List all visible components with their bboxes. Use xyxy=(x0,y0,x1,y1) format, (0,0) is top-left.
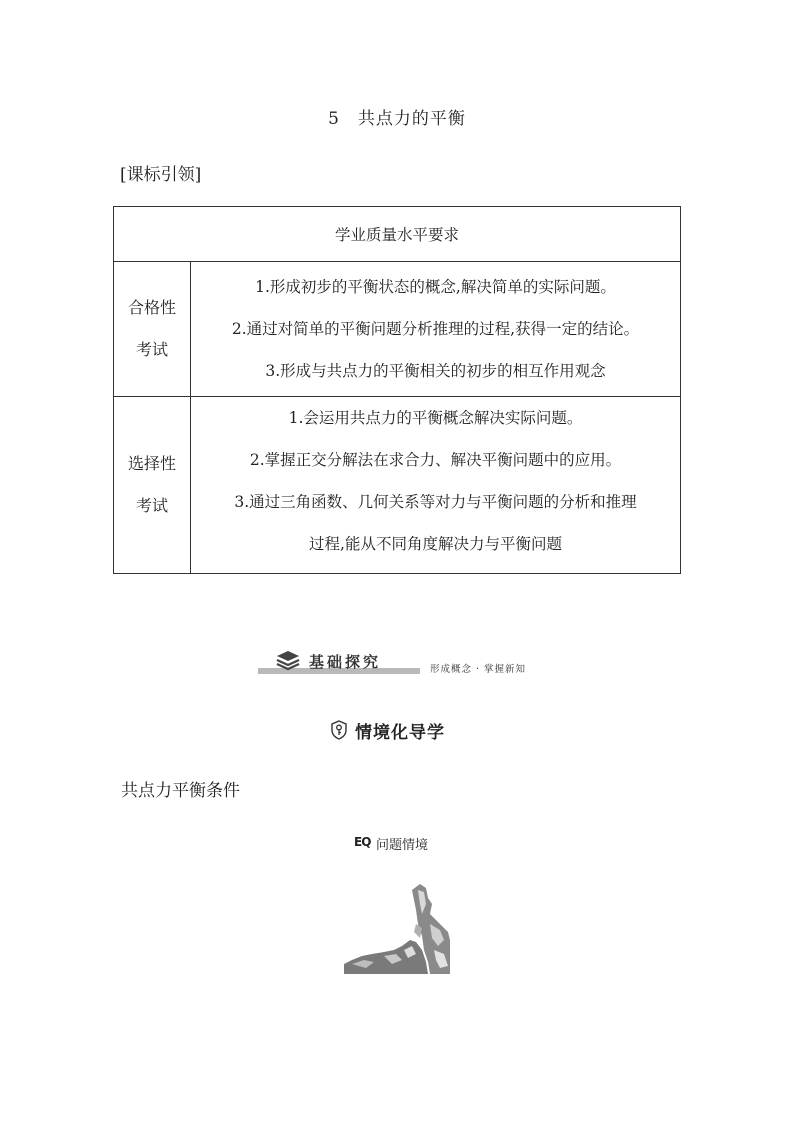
requirements-cell xyxy=(191,397,681,574)
level-label: 合格性 xyxy=(127,298,176,317)
topic-heading: 共点力平衡条件 xyxy=(121,781,240,801)
requirements-cell xyxy=(191,262,681,397)
requirement-item: 1.会运用共点力的平衡概念解决实际问题。 xyxy=(288,409,583,427)
table-header-row xyxy=(114,207,681,262)
level-label: 考试 xyxy=(135,496,168,515)
requirement-item: 过程,能从不同角度解决力与平衡问题 xyxy=(309,535,562,553)
standards-table xyxy=(113,206,681,574)
eq-icon: EQ xyxy=(354,835,371,849)
layers-icon xyxy=(276,650,300,672)
section-banner xyxy=(258,650,548,678)
lesson-number: 5 xyxy=(328,109,340,129)
level-label: 选择性 xyxy=(127,454,176,473)
scene-label-text: 问题情境 xyxy=(376,838,429,853)
requirement-item: 2.掌握正交分解法在求合力、解决平衡问题中的应用。 xyxy=(249,451,622,469)
level-cell xyxy=(114,262,191,397)
requirement-item: 3.通过三角函数、几何关系等对力与平衡问题的分析和推理 xyxy=(234,493,637,511)
banner-subtitle: 形成概念 · 掌握新知 xyxy=(430,664,527,675)
requirement-item: 2.通过对简单的平衡问题分析推理的过程,获得一定的结论。 xyxy=(231,320,640,338)
scene-photo xyxy=(344,880,450,974)
table-row xyxy=(114,262,681,397)
requirement-item: 1.形成初步的平衡状态的概念,解决简单的实际问题。 xyxy=(255,278,616,296)
table-row xyxy=(114,397,681,574)
section-label: [课标引领] xyxy=(120,165,202,185)
lesson-title: 共点力的平衡 xyxy=(357,109,466,129)
key-shield-icon xyxy=(330,720,348,740)
level-label: 考试 xyxy=(135,340,168,359)
banner-title: 基础探究 xyxy=(309,653,382,671)
requirement-item: 3.形成与共点力的平衡相关的初步的相互作用观念 xyxy=(265,362,606,380)
guide-title: 情境化导学 xyxy=(355,723,445,743)
page-title xyxy=(0,104,794,129)
level-cell xyxy=(114,397,191,574)
table-header: 学业质量水平要求 xyxy=(114,207,681,262)
